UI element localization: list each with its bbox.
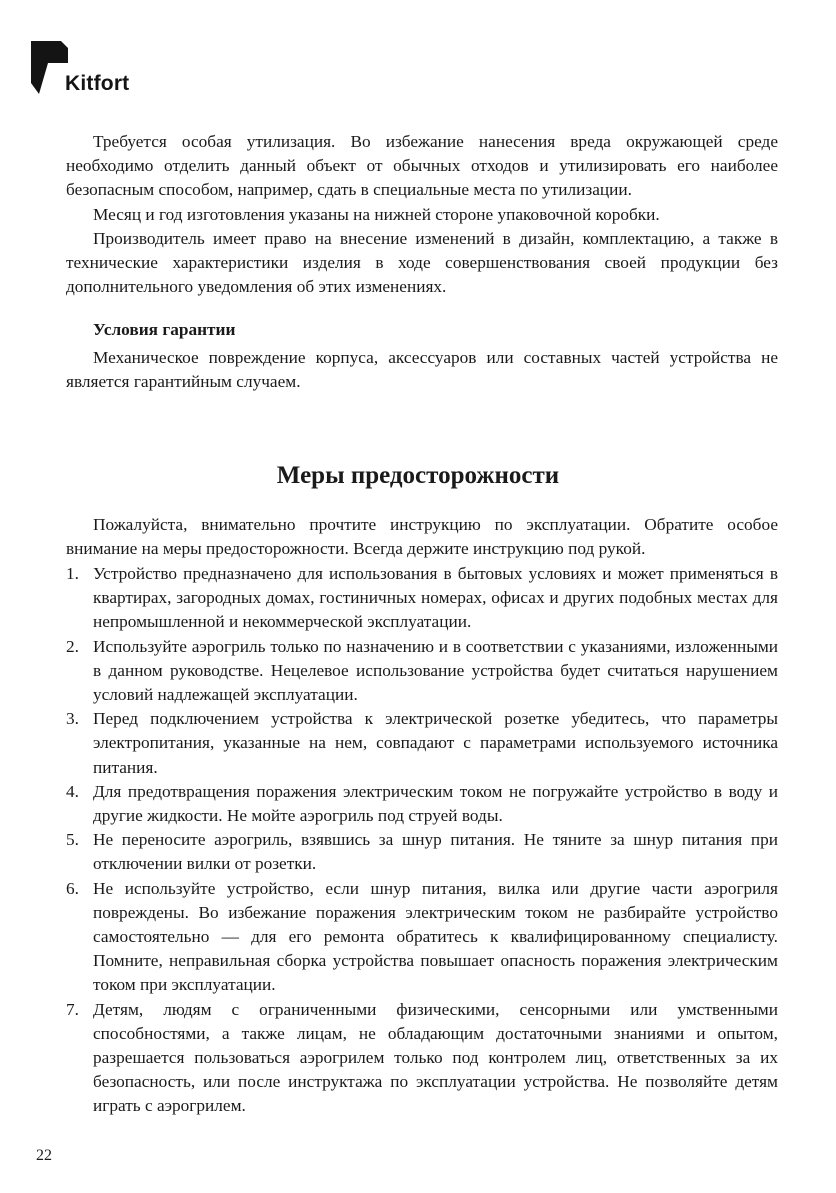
list-item	[66, 780, 778, 828]
safety-list	[66, 562, 778, 1119]
item-text: Устройство предназначено для использования в бытовых условиях и может применяться в квартирах, загородных домах, гостиничных номерах, офисах и других подобных местах для непромышленной и некоммерческой эксплуатации.	[93, 564, 778, 632]
list-item	[66, 707, 778, 780]
item-number: 7.	[66, 999, 79, 1019]
item-number: 2.	[66, 636, 79, 656]
safety-intro: Пожалуйста, внимательно прочтите инструкцию по эксплуатации. Обратите особое внимание на меры предосторожности. Всегда держите инструкцию под рукой.	[66, 515, 778, 559]
page-number: 22	[36, 1147, 52, 1164]
item-text: Используйте аэрогриль только по назначению и в соответствии с указаниями, изложенными в данном руководстве. Нецелевое использование устройства будет считаться нарушением условий надлежащей эксплуатации.	[93, 636, 778, 705]
item-number: 4.	[66, 781, 79, 801]
list-item	[66, 635, 778, 708]
brand-name: Kitfort	[65, 72, 130, 95]
list-item	[66, 562, 778, 635]
safety-title: Меры предосторожности	[276, 462, 560, 489]
item-text: Перед подключением устройства к электрической розетке убедитесь, что параметры электропитания, указанные на нем, совпадают с параметрами используемого источника питания.	[93, 709, 778, 777]
intro-paragraph: Требуется особая утилизация. Во избежание нанесения вреда окружающей среде необходимо отделить данный объект от обычных отходов и утилизировать его наиболее безопасным способом, например, сдать в специальные места по утилизации.	[66, 132, 778, 200]
item-number: 1.	[66, 564, 79, 583]
item-number: 6.	[66, 878, 79, 898]
item-text: Детям, людям с ограниченными физическими, сенсорными или умственными способностями, а также лицам, не обладающим достаточными знаниями и опытом, разрешается пользоваться аэрогрилем только под контролем лиц, ответственных за их безопасность, или после инструктажа по эксплуатации устройства. Не позволяйте детям играть с аэрогрилем.	[93, 999, 778, 1116]
kitfort-logo-icon	[31, 41, 69, 97]
intro-paragraph: Месяц и год изготовления указаны на нижней стороне упаковочной коробки.	[93, 204, 660, 224]
list-item	[66, 998, 778, 1119]
warranty-text: Механическое повреждение корпуса, аксессуаров или составных частей устройства не является гарантийным случаем.	[66, 348, 778, 392]
warranty-section	[66, 346, 778, 394]
list-item	[66, 828, 778, 876]
intro-paragraph: Производитель имеет право на внесение изменений в дизайн, комплектацию, а также в технические характеристики изделия в ходе совершенствования своей продукции без дополнительного уведомления об этих изменениях.	[66, 228, 778, 297]
item-text: Не используйте устройство, если шнур питания, вилка или другие части аэрогриля повреждены. Во избежание поражения электрическим током не разбирайте устройство самостоятельно — для его ремонта обратитесь к квалифицированному специалисту. Помните, неправильная сборка устройства повышает опасность поражения электрическим током при эксплуатации.	[93, 878, 778, 995]
warranty-heading: Условия гарантии	[93, 320, 236, 339]
item-number: 5.	[66, 830, 79, 850]
item-text: Не переносите аэрогриль, взявшись за шнур питания. Не тяните за шнур питания при отключении вилки от розетки.	[93, 830, 778, 874]
list-item	[66, 877, 778, 998]
intro-section	[66, 130, 778, 299]
safety-intro-section	[66, 513, 778, 561]
item-text: Для предотвращения поражения электрическим током не погружайте устройство в воду и другие жидкости. Не мойте аэрогриль под струей воды.	[93, 781, 778, 826]
item-number: 3.	[66, 709, 79, 729]
